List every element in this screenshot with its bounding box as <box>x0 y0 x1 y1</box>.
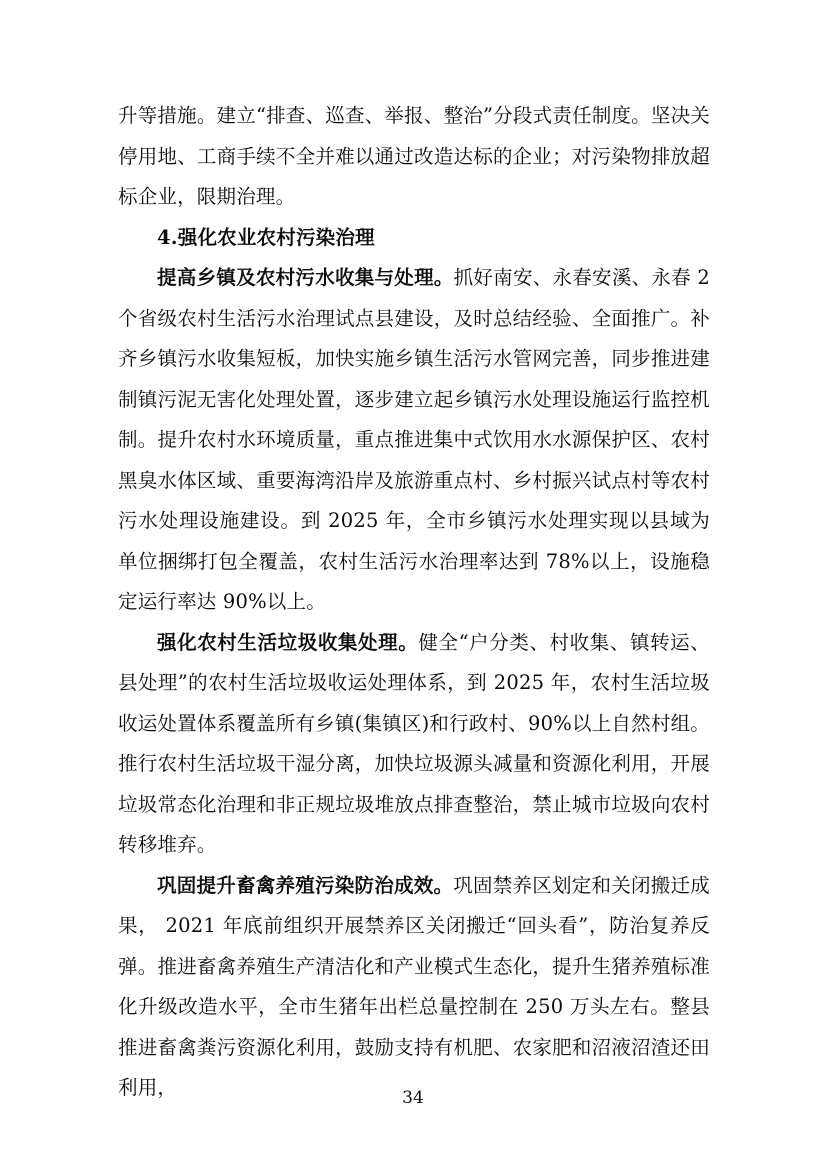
paragraph-text-rural-garbage: 健全“户分类、村收集、镇转运、县处理”的农村生活垃圾收运处理体系，到 2025 年，农村生活垃圾收运处置体系覆盖所有乡镇(集镇区)和行政村、90%以上自然村组。推行农村生活垃圾干湿分离，加快垃圾源头减量和资源化利用，开展垃圾常态化治理和非正规垃圾堆放点排查整治，禁止城市垃圾向农村转移堆弃。 <box>118 630 710 856</box>
paragraph-continuation: 升等措施。建立“排查、巡查、举报、整治”分段式责任制度。坚决关停用地、工商手续不全并难以通过改造达标的企业；对污染物排放超标企业，限期治理。 <box>118 104 710 208</box>
page-content <box>118 96 710 1109</box>
paragraph-rural-sewage <box>118 258 710 623</box>
paragraph-text-rural-sewage: 抓好南安、永春安溪、永春 2 个省级农村生活污水治理试点县建设，及时总结经验、全面推广。补齐乡镇污水收集短板，加快实施乡镇生活污水管网完善，同步推进建制镇污泥无害化处理处置，逐步建立起乡镇污水处理设施运行监控机制。提升农村水环境质量，重点推进集中式饮用水水源保护区、农村黑臭水体区域、重要海湾沿岸及旅游重点村、乡村振兴试点村等农村污水处理设施建设。到 2025 年，全市乡镇污水处理实现以县域为单位捆绑打包全覆盖，农村生活污水治理率达到 78%以上，设施稳定运行率达 90%以上。 <box>118 266 710 613</box>
runin-lead-rural-sewage: 提高乡镇及农村污水收集与处理。 <box>157 266 454 289</box>
section-heading-4: 4.强化农业农村污染治理 <box>157 225 375 249</box>
runin-lead-rural-garbage: 强化农村生活垃圾收集处理。 <box>157 630 419 654</box>
paragraph-livestock-pollution <box>118 866 710 1109</box>
page-number: 34 <box>402 1088 424 1108</box>
paragraph-text-livestock-pollution: 巩固禁养区划定和关闭搬迁成果， 2021 年底前组织开展禁养区关闭搬迁“回头看”，防治复养反弹。推进畜禽养殖生产清洁化和产业模式生态化，提升生猪养殖标准化升级改造水平，全市生猪年出栏总量控制在 250 万头左右。整县推进畜禽粪污资源化利用，鼓励支持有机肥、农家肥和沼液沼渣还田利用， <box>118 873 710 1099</box>
runin-lead-livestock-pollution: 巩固提升畜禽养殖污染防治成效。 <box>157 873 454 897</box>
paragraph-rural-garbage <box>118 623 710 866</box>
